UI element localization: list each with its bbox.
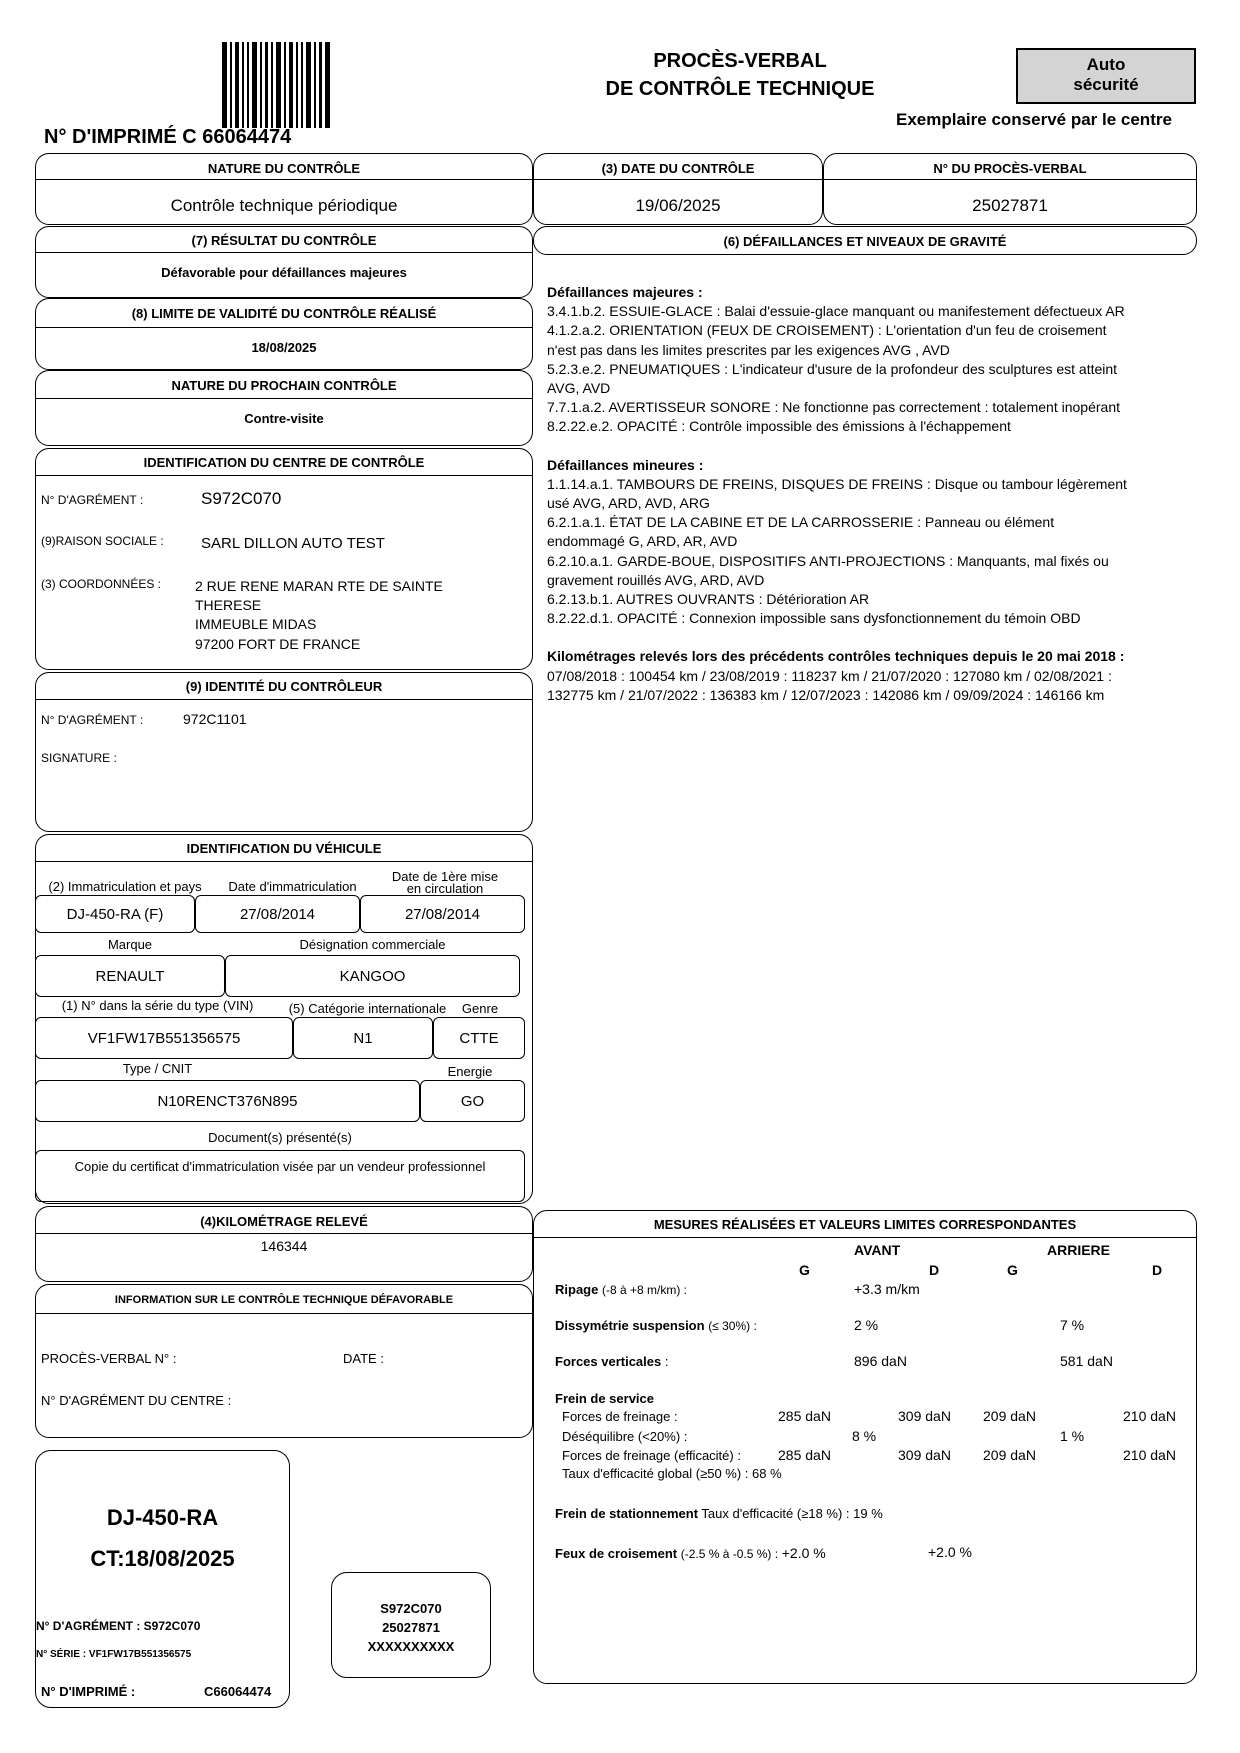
prochain-value: Contre-visite	[244, 411, 324, 426]
col-ard: D	[1152, 1262, 1163, 1278]
centre-box	[35, 448, 533, 670]
fe-avg: 285 daN	[778, 1447, 831, 1463]
feux-g: +2.0 %	[781, 1545, 826, 1561]
forces-v-label: Forces verticales	[555, 1354, 662, 1369]
date-mise-label2: en circulation	[406, 881, 484, 896]
ripage-label: Ripage	[555, 1282, 599, 1297]
majeure-item: 4.1.2.a.2. ORIENTATION (FEUX DE CROISEMENT) : L'orientation d'un feu de croisement n'est pas dans les limites prescrites par les exigences AVG , AVD	[547, 322, 1107, 358]
page-title-line1: PROCÈS-VERBAL	[653, 50, 827, 72]
defavorable-date-label: DATE :	[343, 1351, 384, 1366]
vignette-box	[35, 1450, 290, 1708]
dissym-label: Dissymétrie suspension	[555, 1318, 705, 1333]
categorie-label: (5) Catégorie internationale	[288, 1001, 447, 1016]
coordonnees-label: (3) COORDONNÉES :	[41, 577, 162, 591]
kilometrage-label: (4)KILOMÉTRAGE RELEVÉ	[200, 1214, 368, 1229]
date-immat-value: 27/08/2014	[195, 895, 360, 933]
col-avd: D	[929, 1262, 940, 1278]
defavorable-pv-label: PROCÈS-VERBAL N° :	[41, 1351, 177, 1366]
barcode	[222, 42, 332, 128]
raison-sociale-value: SARL DILLON AUTO TEST	[201, 535, 385, 552]
fe-avd: 309 daN	[898, 1447, 951, 1463]
centre-label: IDENTIFICATION DU CENTRE DE CONTRÔLE	[143, 455, 425, 470]
coordonnees-line2: THERESE	[195, 597, 262, 613]
ff-avg: 285 daN	[778, 1408, 831, 1424]
docs-value-text: Copie du certificat d'immatriculation visée par un vendeur professionnel	[74, 1159, 486, 1174]
feux-note: (-2.5 % à -0.5 %) :	[680, 1547, 779, 1561]
pv-box	[823, 153, 1197, 225]
stationnement-label: Frein de stationnement	[555, 1506, 699, 1521]
vignette-agrement: N° D'AGRÉMENT : S972C070	[36, 1619, 201, 1633]
coordonnees-line4: 97200 FORT DE FRANCE	[195, 636, 361, 652]
immat-label: (2) Immatriculation et pays	[48, 879, 202, 894]
coordonnees-line1: 2 RUE RENE MARAN RTE DE SAINTE	[195, 578, 443, 594]
stamp-line3: XXXXXXXXXX	[367, 1639, 455, 1654]
vignette-imprime-label: N° D'IMPRIMÉ :	[41, 1684, 136, 1699]
stamp-line2: 25027871	[382, 1620, 440, 1635]
controleur-agrement-value: 972C1101	[183, 711, 247, 727]
type-value: N10RENCT376N895	[35, 1080, 420, 1122]
barcode-icon	[222, 42, 332, 128]
genre-label: Genre	[461, 1001, 499, 1016]
deseq-ar: 1 %	[1060, 1428, 1085, 1444]
energie-label: Energie	[447, 1064, 493, 1079]
date-box	[533, 153, 823, 225]
ff-avd: 309 daN	[898, 1408, 951, 1424]
nature-label: NATURE DU CONTRÔLE	[207, 161, 361, 176]
majeures-title: Défaillances majeures :	[547, 284, 703, 300]
energie-value: GO	[420, 1080, 525, 1122]
forces-v-ar: 581 daN	[1060, 1353, 1113, 1369]
mineure-item: 6.2.1.a.1. ÉTAT DE LA CABINE ET DE LA CARROSSERIE : Panneau ou élément endommagé G, ARD, AR, AVD	[547, 514, 1055, 550]
mineures-title: Défaillances mineures :	[547, 456, 704, 473]
forces-freinage-label: Forces de freinage :	[562, 1409, 678, 1424]
stationnement-rest: Taux d'efficacité (≥18 %) : 19 %	[701, 1506, 883, 1521]
prochain-label: NATURE DU PROCHAIN CONTRÔLE	[171, 378, 397, 393]
majeure-item: 8.2.22.e.2. OPACITÉ : Contrôle impossible des émissions à l'échappement	[547, 418, 1011, 435]
stamp-box	[331, 1572, 491, 1678]
dissym-av: 2 %	[854, 1317, 879, 1333]
frein-service-label: Frein de service	[555, 1391, 654, 1406]
pv-value: 25027871	[972, 196, 1048, 215]
prochain-box	[35, 370, 533, 446]
page-title-line2: DE CONTRÔLE TECHNIQUE	[605, 78, 875, 100]
feux-row	[555, 1545, 826, 1561]
km-history	[547, 647, 1127, 705]
col-avg: G	[799, 1262, 810, 1278]
centre-agrement-label: N° D'AGRÉMENT :	[41, 493, 144, 507]
resultat-value: Défavorable pour défaillances majeures	[161, 265, 407, 280]
date-value: 19/06/2025	[635, 196, 721, 215]
vignette-imprime-value: C66064474	[204, 1684, 272, 1699]
majeure-item: 7.7.1.a.2. AVERTISSEUR SONORE : Ne fonctionne pas correctement : totalement inopérant	[547, 399, 1120, 416]
deseq-av: 8 %	[852, 1428, 877, 1444]
nature-value: Contrôle technique périodique	[170, 196, 398, 215]
arriere-header: ARRIERE	[1047, 1242, 1111, 1258]
majeure-item: 5.2.3.e.2. PNEUMATIQUES : L'indicateur d'usure de la profondeur des sculptures est atteint AVG, AVD	[547, 360, 1118, 397]
kilometrage-box	[35, 1206, 533, 1282]
controleur-box	[35, 672, 533, 832]
ff-ard: 210 daN	[1123, 1408, 1176, 1424]
nature-box	[35, 153, 533, 225]
categorie-value: N1	[293, 1017, 433, 1059]
copy-note: Exemplaire conservé par le centre	[896, 110, 1172, 129]
centre-agrement-value: S972C070	[201, 489, 282, 508]
mineure-item: 6.2.13.b.1. AUTRES OUVRANTS : Détérioration AR	[547, 591, 870, 608]
date-label: (3) DATE DU CONTRÔLE	[601, 161, 755, 176]
mineure-item: 1.1.14.a.1. TAMBOURS DE FREINS, DISQUES DE FREINS : Disque ou tambour légèrement usé AVG, ARD, AVD, ARG	[547, 475, 1127, 512]
immat-value: DJ-450-RA (F)	[35, 895, 195, 933]
forces-eff-label: Forces de freinage (efficacité) :	[562, 1448, 741, 1463]
print-number: N° D'IMPRIMÉ C 66064474	[44, 126, 292, 148]
mineure-item: 6.2.10.a.1. GARDE-BOUE, DISPOSITIFS ANTI-PROJECTIONS : Manquants, mal fixés ou gravement rouillés AVG, ARD, AVD	[547, 552, 1109, 588]
controleur-label: (9) IDENTITÉ DU CONTRÔLEUR	[185, 679, 383, 694]
resultat-label: (7) RÉSULTAT DU CONTRÔLE	[191, 233, 377, 248]
coordonnees-line3: IMMEUBLE MIDAS	[195, 616, 317, 632]
feux-d: +2.0 %	[928, 1544, 972, 1560]
controleur-agrement-label: N° D'AGRÉMENT :	[41, 713, 144, 727]
limite-box	[35, 298, 533, 370]
kilometrage-value: 146344	[260, 1238, 308, 1254]
avant-header: AVANT	[854, 1242, 901, 1258]
genre-value: CTTE	[433, 1017, 525, 1059]
feux-label: Feux de croisement	[555, 1546, 678, 1561]
dissym-ar: 7 %	[1060, 1317, 1085, 1333]
vin-value: VF1FW17B551356575	[35, 1017, 293, 1059]
mesures-label: MESURES RÉALISÉES ET VALEURS LIMITES CORRESPONDANTES	[653, 1217, 1077, 1232]
vehicule-label: IDENTIFICATION DU VÉHICULE	[186, 841, 382, 856]
badge-line1: Auto	[1086, 55, 1126, 74]
category-badge	[1016, 48, 1196, 104]
defaillances-header-box	[533, 226, 1197, 255]
ripage-value: +3.3 m/km	[854, 1281, 920, 1297]
raison-sociale-label: (9)RAISON SOCIALE :	[41, 534, 164, 548]
designation-label: Désignation commerciale	[299, 937, 446, 952]
defavorable-agrement-label: N° D'AGRÉMENT DU CENTRE :	[41, 1393, 232, 1408]
defaillances-label: (6) DÉFAILLANCES ET NIVEAUX DE GRAVITÉ	[723, 234, 1007, 249]
dissym-note: (≤ 30%) :	[708, 1319, 757, 1333]
forces-v-av: 896 daN	[854, 1353, 907, 1369]
km-history-text: 07/08/2018 : 100454 km / 23/08/2019 : 118237 km / 21/07/2020 : 127080 km / 02/08/2021 : 132775 km / 21/07/2022 : 136383 km / 12/07/2023 : 142086 km / 09/09/2024 : 146166 km	[547, 667, 1112, 703]
signature-label: SIGNATURE :	[41, 751, 117, 765]
limite-label: (8) LIMITE DE VALIDITÉ DU CONTRÔLE RÉALISÉ	[131, 306, 437, 321]
dissym-row	[555, 1318, 757, 1333]
taux-global: Taux d'efficacité global (≥50 %) : 68 %	[562, 1466, 782, 1481]
badge-line2: sécurité	[1073, 75, 1139, 94]
limite-value: 18/08/2025	[251, 340, 317, 355]
desequilibre-label: Déséquilibre (<20%) :	[562, 1429, 688, 1444]
forces-v-row: Forces verticales :	[555, 1354, 669, 1369]
fe-ard: 210 daN	[1123, 1447, 1176, 1463]
fe-arg: 209 daN	[983, 1447, 1036, 1463]
date-mise-value: 27/08/2014	[360, 895, 525, 933]
vignette-serie: N° SÉRIE : VF1FW17B551356575	[36, 1649, 192, 1660]
pv-label: N° DU PROCÈS-VERBAL	[933, 161, 1087, 176]
km-history-title: Kilométrages relevés lors des précédents contrôles techniques depuis le 20 mai 2018 :	[547, 648, 1125, 665]
marque-value: RENAULT	[35, 955, 225, 997]
marque-label: Marque	[107, 937, 153, 952]
majeure-item: 3.4.1.b.2. ESSUIE-GLACE : Balai d'essuie-glace manquant ou manifestement défectueux AR	[547, 303, 1125, 320]
vignette-plate: DJ-450-RA	[106, 1505, 219, 1530]
col-arg: G	[1007, 1262, 1018, 1278]
docs-label: Document(s) présenté(s)	[208, 1130, 352, 1145]
mineure-item: 8.2.22.d.1. OPACITÉ : Connexion impossible sans dysfonctionnement du témoin OBD	[547, 610, 1081, 627]
resultat-box	[35, 226, 533, 298]
ripage-row	[555, 1282, 687, 1297]
ripage-note: (-8 à +8 m/km) :	[601, 1283, 687, 1297]
defavorable-box	[35, 1284, 533, 1438]
defaillances-list	[547, 283, 1127, 705]
stationnement-row	[555, 1506, 883, 1521]
designation-value: KANGOO	[225, 955, 520, 997]
stamp-line1: S972C070	[380, 1601, 442, 1616]
vin-label: (1) N° dans la série du type (VIN)	[61, 998, 254, 1013]
ff-arg: 209 daN	[983, 1408, 1036, 1424]
date-immat-label: Date d'immatriculation	[228, 879, 357, 894]
type-label: Type / CNIT	[122, 1061, 193, 1076]
docs-value	[35, 1150, 525, 1202]
defavorable-label: INFORMATION SUR LE CONTRÔLE TECHNIQUE DÉFAVORABLE	[114, 1294, 454, 1306]
date-mise-label1: Date de 1ère mise	[391, 869, 499, 884]
vignette-ct: CT:18/08/2025	[90, 1546, 235, 1571]
